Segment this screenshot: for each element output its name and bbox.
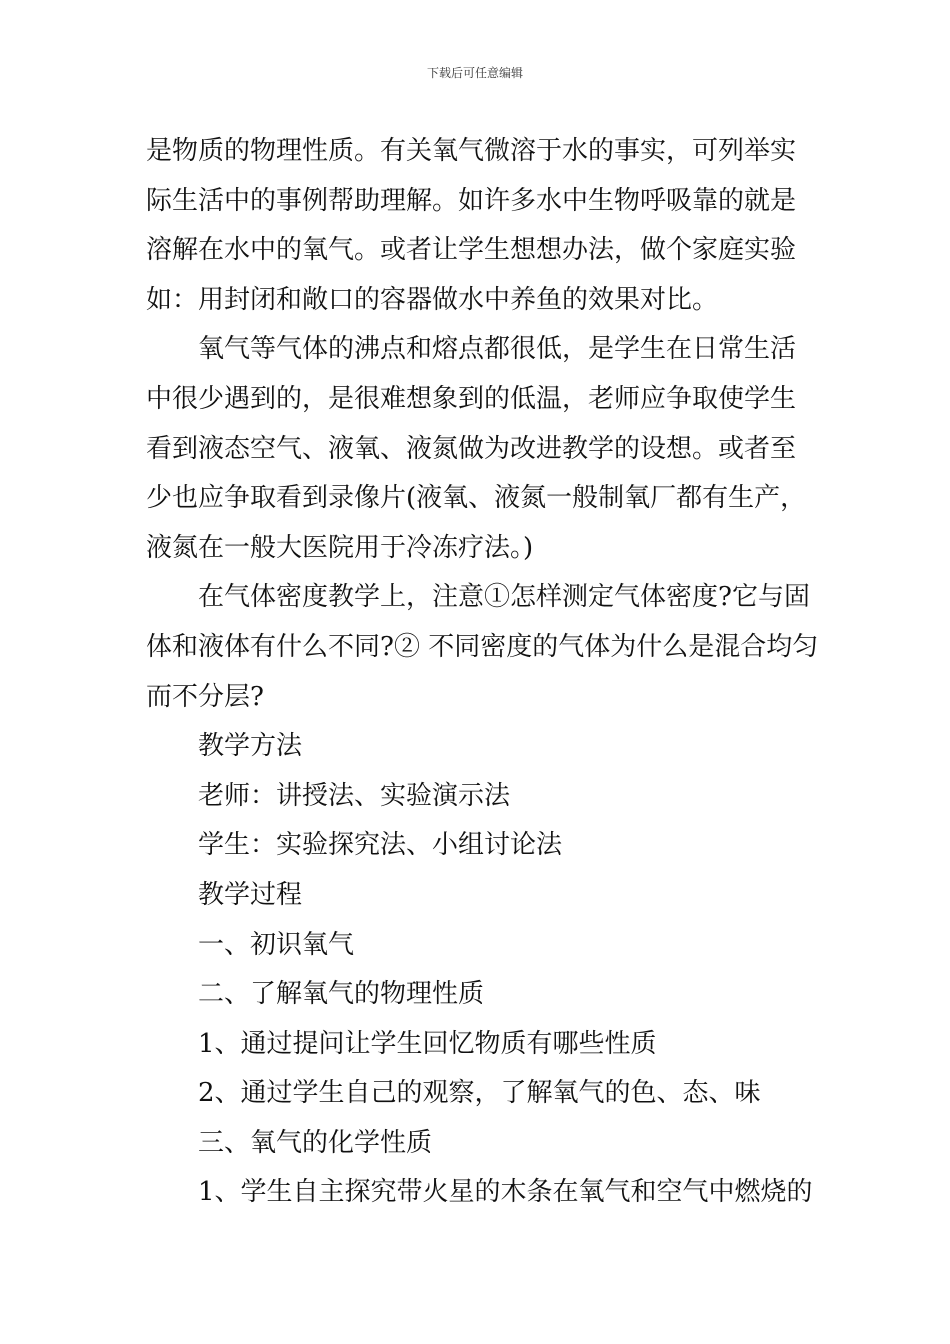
text-line: 而不分层? — [146, 681, 264, 712]
text-line: 氧气等气体的沸点和熔点都很低，是学生在日常生活 — [198, 334, 797, 365]
text-line: 老师：讲授法、实验演示法 — [198, 780, 511, 811]
text-line: 在气体密度教学上，注意①怎样测定气体密度?它与固 — [198, 582, 810, 613]
document-body — [146, 127, 819, 1218]
text-line: 学生：实验探究法、小组讨论法 — [198, 830, 563, 861]
text-line: 一、初识氧气 — [198, 929, 355, 960]
text-line: 际生活中的事例帮助理解。如许多水中生物呼吸靠的就是 — [146, 185, 797, 216]
text-line: 1、学生自主探究带火星的木条在氧气和空气中燃烧的 — [198, 1177, 813, 1208]
text-line: 教学方法 — [198, 731, 303, 762]
text-line: 体和液体有什么不同?② 不同密度的气体为什么是混合均匀 — [146, 631, 819, 662]
text-line: 三、氧气的化学性质 — [198, 1127, 433, 1158]
text-line: 1、通过提问让学生回忆物质有哪些性质 — [198, 1028, 657, 1059]
text-line: 溶解在水中的氧气。或者让学生想想办法，做个家庭实验 — [146, 235, 797, 266]
page-header: 下载后可任意编辑 — [426, 66, 523, 80]
text-line: 看到液态空气、液氧、液氮做为改进教学的设想。或者至 — [146, 433, 797, 464]
text-line: 教学过程 — [198, 879, 303, 910]
text-line: 如：用封闭和敞口的容器做水中养鱼的效果对比。 — [146, 284, 719, 315]
text-line: 二、了解氧气的物理性质 — [198, 979, 485, 1010]
text-line: 少也应争取看到录像片(液氧、液氮一般制氧厂都有生产， — [146, 483, 807, 514]
text-line: 2、通过学生自己的观察，了解氧气的色、态、味 — [198, 1078, 761, 1109]
text-line: 是物质的物理性质。有关氧气微溶于水的事实，可列举实 — [146, 136, 797, 166]
text-line: 中很少遇到的，是很难想象到的低温，老师应争取使学生 — [146, 383, 797, 414]
text-line: 液氮在一般大医院用于冷冻疗法。) — [146, 532, 534, 563]
